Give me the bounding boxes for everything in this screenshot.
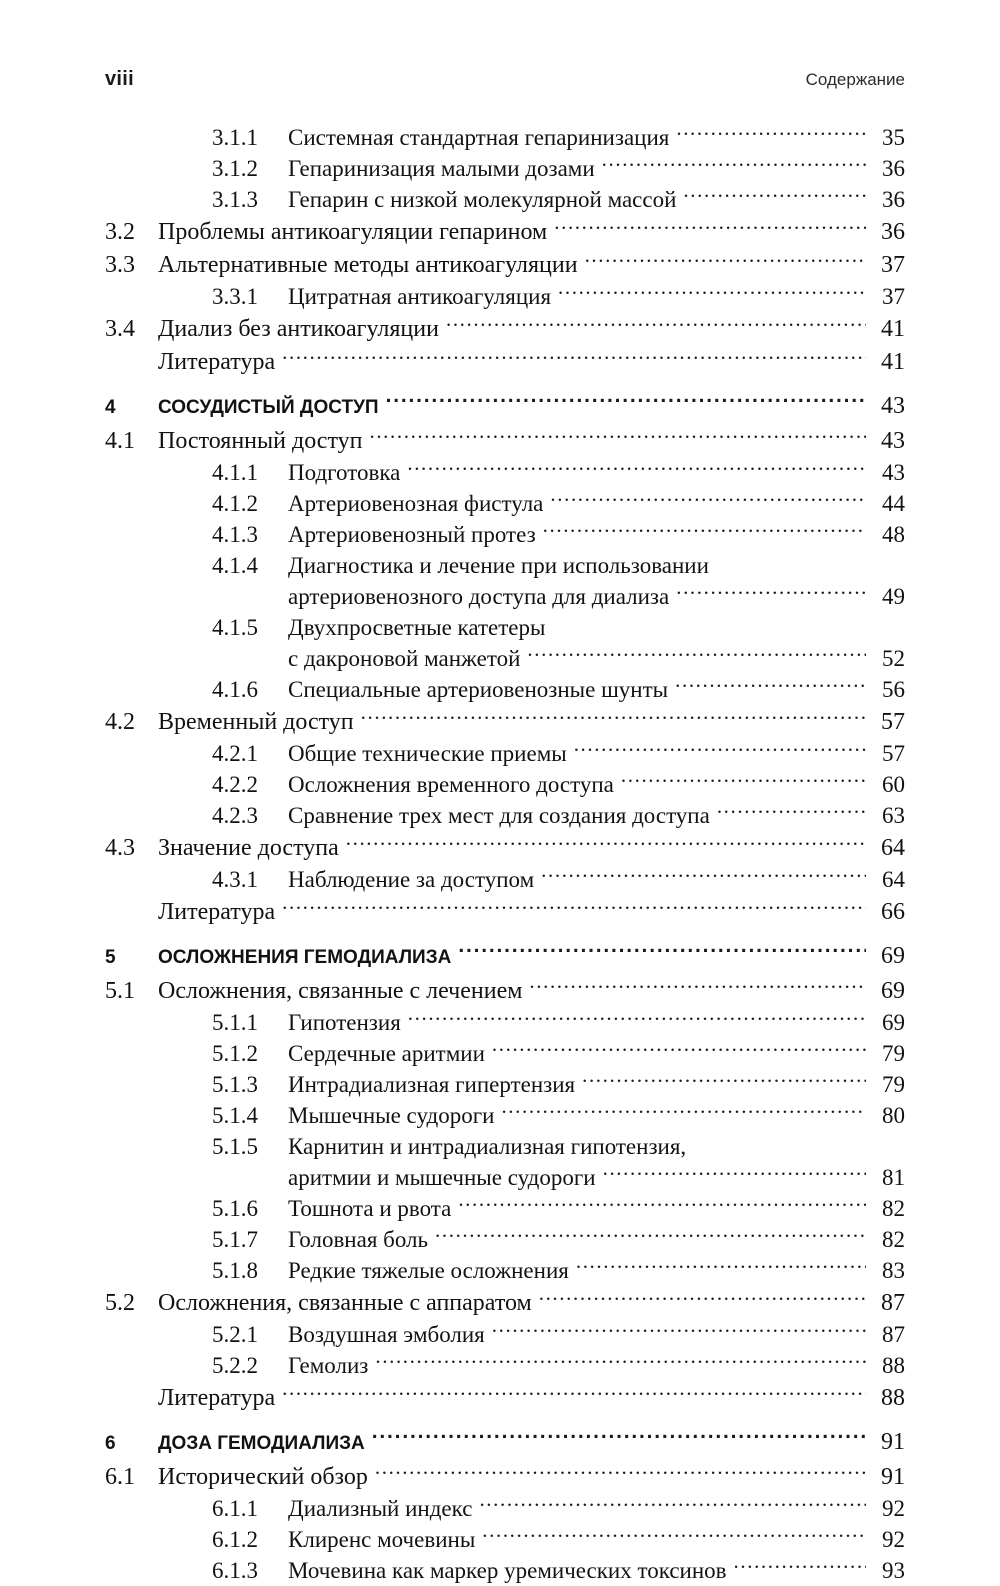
toc-entry-number: 4.1.3	[212, 522, 258, 547]
toc-leader-dots	[558, 281, 866, 304]
toc-leader-dots	[539, 1286, 866, 1310]
toc-entry-page-number: 81	[882, 1165, 905, 1190]
toc-entry-number: 4.2.3	[212, 803, 258, 828]
toc-reference-entry[interactable]	[105, 345, 905, 378]
toc-reference-entry[interactable]	[105, 1381, 905, 1414]
toc-leader-dots	[408, 1007, 866, 1030]
toc-entry-number: 5.1.1	[212, 1010, 258, 1035]
toc-entry-title: Цитратная антикоагуляция	[288, 284, 552, 309]
toc-entry-page-number: 43	[882, 460, 905, 485]
toc-entry-title: Тошнота и рвота	[288, 1196, 452, 1221]
toc-leader-dots	[482, 1524, 866, 1547]
toc-entry[interactable]	[105, 281, 905, 312]
toc-entry-number: 4.3	[105, 835, 135, 861]
toc-leader-dots	[529, 974, 866, 998]
toc-leader-dots	[361, 705, 866, 729]
toc-entry-title: Наблюдение за доступом	[288, 867, 535, 892]
toc-entry[interactable]	[105, 1224, 905, 1255]
running-head	[105, 68, 905, 98]
toc-leader-dots	[676, 122, 866, 145]
toc-entry[interactable]	[105, 769, 905, 800]
toc-entry-number: 4.2	[105, 709, 135, 735]
toc-entry[interactable]	[105, 864, 905, 895]
toc-entry-number: 3.1.1	[212, 125, 258, 150]
toc-leader-dots	[527, 643, 866, 666]
toc-entry[interactable]	[105, 612, 905, 643]
toc-entry-number: 4.1.2	[212, 491, 258, 516]
toc-leader-dots	[621, 769, 866, 792]
toc-entry-page-number: 80	[882, 1103, 905, 1128]
toc-entry-page-number: 63	[882, 803, 905, 828]
toc-entry[interactable]	[105, 1038, 905, 1069]
toc-leader-dots	[492, 1038, 866, 1061]
toc-entry-number: 5.2.2	[212, 1353, 258, 1378]
toc-entry-page-number: 87	[881, 1290, 905, 1316]
toc-entry-page-number: 64	[882, 867, 905, 892]
toc-entry-number: 3.3.1	[212, 284, 258, 309]
toc-entry[interactable]	[105, 705, 905, 738]
toc-entry-page-number: 88	[881, 1385, 905, 1411]
toc-entry-number: 5.2.1	[212, 1322, 258, 1347]
toc-entry-number: 4.1.5	[212, 615, 258, 640]
toc-entry-page-number: 36	[882, 187, 905, 212]
toc-entry[interactable]	[105, 424, 905, 457]
toc-entry[interactable]	[105, 488, 905, 519]
toc-entry-number: 4	[105, 397, 116, 418]
toc-entry-page-number: 79	[882, 1041, 905, 1066]
toc-entry-title: Интрадиализная гипертензия	[288, 1072, 576, 1097]
toc-leader-dots	[543, 519, 866, 542]
toc-leader-dots	[541, 864, 866, 887]
toc-entry-number: 5.1.2	[212, 1041, 258, 1066]
toc-entry-title: Системная стандартная гепаринизация	[288, 125, 670, 150]
toc-entry-page-number: 87	[882, 1322, 905, 1347]
toc-entry-title: Головная боль	[288, 1227, 429, 1252]
toc-chapter-entry[interactable]	[105, 940, 905, 974]
toc-entry-title: ДОЗА ГЕМОДИАЛИЗА	[158, 1433, 365, 1454]
toc-entry-title: Исторический обзор	[158, 1464, 368, 1490]
toc-entry[interactable]	[105, 738, 905, 769]
toc-entry[interactable]	[105, 643, 905, 674]
toc-entry-number: 4.1.6	[212, 677, 258, 702]
toc-entry-title: Гепаринизация малыми дозами	[288, 156, 595, 181]
toc-entry-title: Воздушная эмболия	[288, 1322, 485, 1347]
toc-entry-number: 5.1.3	[212, 1072, 258, 1097]
toc-leader-dots	[458, 1193, 866, 1216]
toc-entry-number: 5.2	[105, 1290, 135, 1316]
toc-leader-dots	[683, 184, 866, 207]
table-of-contents	[105, 122, 905, 1586]
toc-entry[interactable]	[105, 550, 905, 581]
toc-entry[interactable]	[105, 974, 905, 1007]
toc-entry-page-number: 41	[881, 349, 905, 375]
toc-leader-dots	[282, 895, 866, 919]
toc-entry-number: 4.2.1	[212, 741, 258, 766]
toc-entry-page-number: 92	[882, 1527, 905, 1552]
toc-leader-dots	[375, 1460, 866, 1484]
toc-entry-page-number: 91	[881, 1464, 905, 1490]
toc-entry-number: 5.1	[105, 978, 135, 1004]
toc-leader-dots	[458, 944, 866, 963]
toc-entry-page-number: 36	[882, 156, 905, 181]
toc-entry[interactable]	[105, 519, 905, 550]
toc-entry[interactable]	[105, 184, 905, 215]
toc-leader-dots	[501, 1100, 866, 1123]
toc-leader-dots	[446, 312, 866, 336]
toc-entry-page-number: 79	[882, 1072, 905, 1097]
toc-entry-title: Клиренс мочевины	[288, 1527, 476, 1552]
toc-leader-dots	[479, 1493, 866, 1516]
toc-entry-page-number: 56	[882, 677, 905, 702]
toc-entry-number: 6.1	[105, 1464, 135, 1490]
toc-entry-page-number: 44	[882, 491, 905, 516]
toc-entry-page-number: 41	[881, 316, 905, 342]
toc-entry-title: Литература	[158, 349, 276, 375]
toc-leader-dots	[574, 738, 866, 761]
toc-entry-number: 4.1	[105, 428, 135, 454]
toc-entry[interactable]	[105, 831, 905, 864]
toc-entry-page-number: 93	[882, 1558, 905, 1583]
toc-entry-title: артериовенозного доступа для диализа	[288, 584, 670, 609]
toc-entry-page-number: 91	[881, 1429, 905, 1455]
toc-entry[interactable]	[105, 674, 905, 705]
toc-entry[interactable]	[105, 581, 905, 612]
toc-entry-title: Артериовенозная фистула	[288, 491, 544, 516]
toc-entry-title: Специальные артериовенозные шунты	[288, 677, 669, 702]
toc-entry[interactable]	[105, 1100, 905, 1131]
page-folio: viii	[105, 68, 134, 90]
toc-leader-dots	[602, 153, 866, 176]
toc-entry[interactable]	[105, 1286, 905, 1319]
toc-entry-page-number: 82	[882, 1227, 905, 1252]
toc-entry-page-number: 43	[881, 393, 905, 419]
toc-leader-dots	[386, 394, 866, 413]
toc-entry[interactable]	[105, 215, 905, 248]
toc-entry[interactable]	[105, 1069, 905, 1100]
toc-entry-title: Артериовенозный протез	[288, 522, 536, 547]
toc-entry[interactable]	[105, 248, 905, 281]
toc-entry-title: СОСУДИСТЫЙ ДОСТУП	[158, 397, 379, 418]
toc-entry-page-number: 49	[882, 584, 905, 609]
toc-entry-title: Диализный индекс	[288, 1496, 473, 1521]
toc-leader-dots	[734, 1555, 866, 1578]
toc-entry-number: 5.1.7	[212, 1227, 258, 1252]
toc-entry-title: ОСЛОЖНЕНИЯ ГЕМОДИАЛИЗА	[158, 947, 452, 968]
toc-entry[interactable]	[105, 1255, 905, 1286]
toc-entry-title: Общие технические приемы	[288, 741, 567, 766]
toc-entry-number: 3.3	[105, 252, 135, 278]
toc-entry-page-number: 43	[881, 428, 905, 454]
toc-leader-dots	[346, 831, 866, 855]
toc-entry-title: Гипотензия	[288, 1010, 401, 1035]
toc-entry-page-number: 35	[882, 125, 905, 150]
toc-entry-number: 4.1.1	[212, 460, 258, 485]
toc-leader-dots	[603, 1162, 866, 1185]
toc-entry-number: 5.1.5	[212, 1134, 258, 1159]
toc-entry[interactable]	[105, 800, 905, 831]
running-head-title: Содержание	[805, 70, 905, 89]
toc-entry-title: Значение доступа	[158, 835, 339, 861]
toc-entry-title: Карнитин и интрадиализная гипотензия,	[288, 1134, 687, 1159]
toc-entry-title: Диагностика и лечение при использовании	[288, 553, 709, 578]
toc-entry-title: Проблемы антикоагуляции гепарином	[158, 219, 548, 245]
toc-entry-title: Осложнения, связанные с лечением	[158, 978, 523, 1004]
toc-leader-dots	[717, 800, 866, 823]
toc-entry-page-number: 69	[881, 943, 905, 969]
toc-entry-title: Мышечные судороги	[288, 1103, 495, 1128]
toc-entry-title: Гемолиз	[288, 1353, 369, 1378]
toc-leader-dots	[282, 345, 866, 369]
toc-entry-page-number: 88	[882, 1353, 905, 1378]
toc-entry-title: Литература	[158, 1385, 276, 1411]
toc-entry-page-number: 57	[882, 741, 905, 766]
toc-entry-number: 6.1.3	[212, 1558, 258, 1583]
toc-entry-number: 5	[105, 947, 116, 968]
toc-entry-title: Двухпросветные катетеры	[288, 615, 546, 640]
toc-entry[interactable]	[105, 1493, 905, 1524]
toc-entry-number: 4.3.1	[212, 867, 258, 892]
toc-entry-number: 6.1.2	[212, 1527, 258, 1552]
toc-reference-entry[interactable]	[105, 895, 905, 928]
toc-leader-dots	[492, 1319, 866, 1342]
toc-entry-title: Гепарин с низкой молекулярной массой	[288, 187, 677, 212]
toc-entry-page-number: 37	[881, 252, 905, 278]
toc-entry-page-number: 36	[881, 219, 905, 245]
toc-entry-page-number: 64	[881, 835, 905, 861]
toc-entry[interactable]	[105, 1524, 905, 1555]
toc-entry[interactable]	[105, 153, 905, 184]
toc-leader-dots	[375, 1350, 866, 1373]
toc-entry[interactable]	[105, 1460, 905, 1493]
toc-entry-title: Литература	[158, 899, 276, 925]
toc-entry-number: 5.1.8	[212, 1258, 258, 1283]
toc-entry-number: 4.1.4	[212, 553, 258, 578]
toc-leader-dots	[582, 1069, 866, 1092]
toc-entry[interactable]	[105, 457, 905, 488]
toc-entry-title: Осложнения временного доступа	[288, 772, 614, 797]
toc-entry[interactable]	[105, 1131, 905, 1162]
toc-leader-dots	[675, 674, 866, 697]
toc-leader-dots	[676, 581, 866, 604]
toc-leader-dots	[435, 1224, 866, 1247]
toc-entry-page-number: 57	[881, 709, 905, 735]
toc-entry-title: Подготовка	[288, 460, 401, 485]
toc-entry-title: Диализ без антикоагуляции	[158, 316, 439, 342]
toc-entry-page-number: 60	[882, 772, 905, 797]
toc-leader-dots	[372, 1430, 866, 1449]
toc-entry-page-number: 69	[881, 978, 905, 1004]
toc-entry-title: Мочевина как маркер уремических токсинов	[288, 1558, 727, 1583]
toc-leader-dots	[554, 215, 866, 239]
toc-entry[interactable]	[105, 312, 905, 345]
toc-entry[interactable]	[105, 1193, 905, 1224]
toc-entry-title: Альтернативные методы антикоагуляции	[158, 252, 578, 278]
toc-entry-number: 3.1.3	[212, 187, 258, 212]
toc-entry-number: 3.2	[105, 219, 135, 245]
toc-entry-number: 4.2.2	[212, 772, 258, 797]
toc-entry-number: 5.1.4	[212, 1103, 258, 1128]
toc-entry-number: 5.1.6	[212, 1196, 258, 1221]
toc-entry[interactable]	[105, 1555, 905, 1586]
toc-entry-page-number: 83	[882, 1258, 905, 1283]
toc-chapter-entry[interactable]	[105, 1426, 905, 1460]
toc-entry[interactable]	[105, 1162, 905, 1193]
toc-entry-number: 3.1.2	[212, 156, 258, 181]
toc-entry-title: Временный доступ	[158, 709, 354, 735]
toc-entry-title: Осложнения, связанные с аппаратом	[158, 1290, 532, 1316]
toc-entry-page-number: 82	[882, 1196, 905, 1221]
toc-leader-dots	[576, 1255, 866, 1278]
toc-entry-title: Сравнение трех мест для создания доступа	[288, 803, 710, 828]
toc-leader-dots	[369, 424, 866, 448]
toc-leader-dots	[550, 488, 866, 511]
toc-entry-title: Редкие тяжелые осложнения	[288, 1258, 569, 1283]
toc-entry-page-number: 69	[882, 1010, 905, 1035]
toc-entry-page-number: 66	[881, 899, 905, 925]
toc-entry[interactable]	[105, 1007, 905, 1038]
toc-entry-number: 6	[105, 1433, 116, 1454]
toc-entry-title: Сердечные аритмии	[288, 1041, 485, 1066]
toc-entry-page-number: 48	[882, 522, 905, 547]
toc-entry[interactable]	[105, 122, 905, 153]
toc-entry-title: аритмии и мышечные судороги	[288, 1165, 596, 1190]
toc-entry[interactable]	[105, 1319, 905, 1350]
toc-entry-page-number: 92	[882, 1496, 905, 1521]
toc-entry-number: 3.4	[105, 316, 135, 342]
toc-entry-title: Постоянный доступ	[158, 428, 363, 454]
toc-entry-page-number: 52	[882, 646, 905, 671]
toc-chapter-entry[interactable]	[105, 390, 905, 424]
toc-leader-dots	[282, 1381, 866, 1405]
toc-leader-dots	[585, 248, 866, 272]
toc-entry[interactable]	[105, 1350, 905, 1381]
toc-leader-dots	[407, 457, 866, 480]
toc-entry-title: с дакроновой манжетой	[288, 646, 521, 671]
toc-entry-number: 6.1.1	[212, 1496, 258, 1521]
toc-entry-page-number: 37	[882, 284, 905, 309]
